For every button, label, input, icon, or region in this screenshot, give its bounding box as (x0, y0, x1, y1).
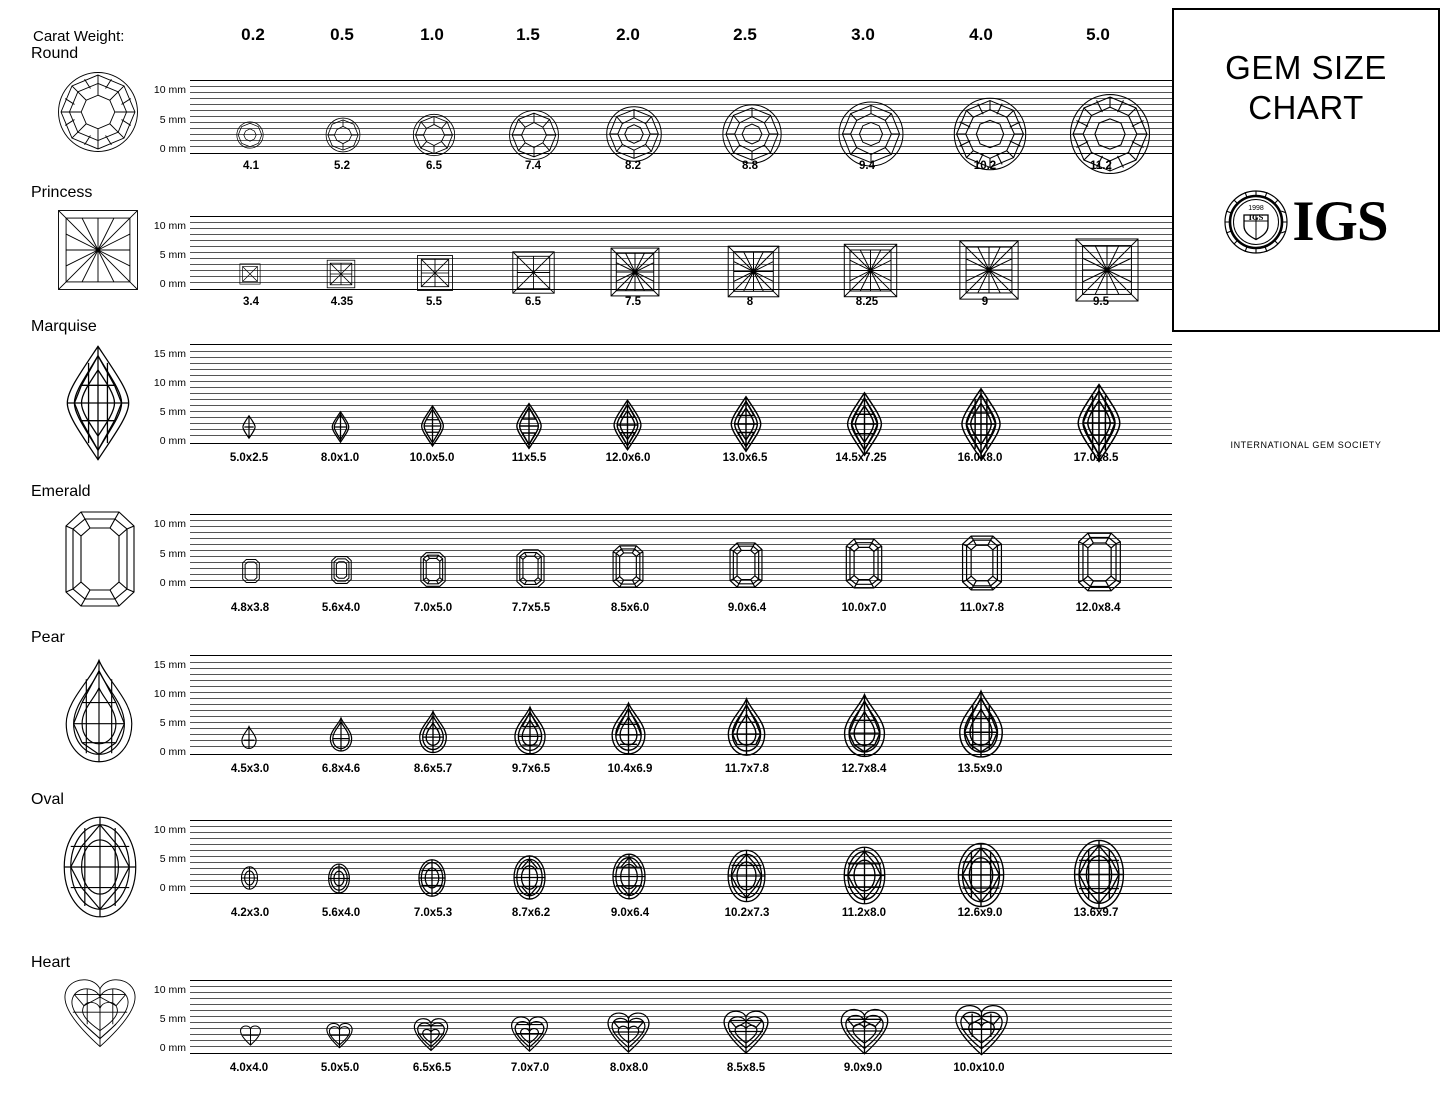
gem-oval-0.5 (328, 863, 350, 894)
dim-round-3: 7.4 (525, 160, 541, 172)
igs-seal-year: 1998 (1248, 205, 1265, 212)
gem-oval-0.2 (241, 866, 258, 890)
tick-marquise-1: 10 mm (153, 377, 186, 389)
shape-label-emerald: Emerald (31, 483, 91, 500)
chart-title-line1: GEM SIZE (1225, 49, 1387, 86)
tick-heart-0: 10 mm (153, 984, 186, 996)
dim-emerald-3: 7.7x5.5 (511, 602, 551, 614)
dim-heart-0: 4.0x4.0 (229, 1062, 269, 1074)
section-heart (0, 952, 1445, 1092)
dim-princess-6: 8.25 (855, 296, 879, 308)
carat-column-2: 1.0 (420, 25, 444, 44)
gem-marquise-0.5 (331, 405, 350, 449)
gem-emerald-3.0 (845, 538, 883, 589)
gem-round-2.0 (605, 105, 663, 163)
tick-emerald-2: 0 mm (159, 577, 186, 589)
dim-marquise-4: 12.0x6.0 (605, 452, 651, 464)
dim-pear-1: 6.8x4.6 (321, 763, 361, 775)
dim-round-8: 11.2 (1090, 160, 1112, 172)
tick-princess-0: 10 mm (153, 220, 186, 232)
section-princess (0, 180, 1445, 310)
tick-round-0: 10 mm (153, 84, 186, 96)
tick-oval-1: 5 mm (159, 853, 186, 865)
gem-round-1.0 (412, 113, 456, 157)
gem-marquise-2.0 (612, 390, 643, 460)
dim-pear-7: 13.5x9.0 (957, 763, 1003, 775)
gem-princess-2.5 (726, 244, 781, 299)
svg-text:IGS: IGS (1249, 212, 1264, 222)
tick-pear-3: 0 mm (159, 746, 186, 758)
gem-pear-1.5 (513, 704, 547, 757)
dim-oval-4: 9.0x6.4 (610, 907, 650, 919)
gem-princess-4.0 (958, 239, 1020, 301)
gem-emerald-5.0 (1077, 532, 1122, 592)
gem-round-3.0 (837, 100, 905, 168)
dim-princess-3: 6.5 (525, 296, 541, 308)
dim-emerald-6: 10.0x7.0 (841, 602, 887, 614)
dim-oval-6: 11.2x8.0 (841, 907, 887, 919)
tick-heart-1: 5 mm (159, 1013, 186, 1025)
dim-princess-5: 8 (746, 296, 754, 308)
tick-round-2: 0 mm (159, 143, 186, 155)
carat-column-4: 2.0 (616, 25, 640, 44)
dim-round-7: 10.2 (973, 160, 997, 172)
dim-oval-1: 5.6x4.0 (321, 907, 361, 919)
section-round (0, 40, 1445, 170)
dim-emerald-1: 5.6x4.0 (321, 602, 361, 614)
dim-round-5: 8.8 (742, 160, 758, 172)
gem-pear-2.5 (726, 695, 767, 759)
carat-column-1: 0.5 (330, 25, 354, 44)
reference-gem-princess (56, 208, 140, 292)
dim-marquise-5: 13.0x6.5 (722, 452, 768, 464)
gem-heart-0.2 (239, 1025, 262, 1046)
tick-heart-2: 0 mm (159, 1042, 186, 1054)
gem-oval-1.0 (418, 859, 446, 897)
dim-princess-7: 9 (981, 296, 989, 308)
tick-oval-0: 10 mm (153, 824, 186, 836)
dim-princess-0: 3.4 (243, 296, 259, 308)
carat-column-3: 1.5 (516, 25, 540, 44)
dim-marquise-3: 11x5.5 (511, 452, 547, 464)
dim-heart-2: 6.5x6.5 (412, 1062, 452, 1074)
gem-emerald-1.5 (516, 549, 545, 588)
gem-emerald-2.5 (729, 542, 763, 588)
gem-princess-3.0 (842, 242, 899, 299)
reference-gem-round (56, 70, 140, 154)
section-emerald (0, 478, 1445, 618)
dim-round-1: 5.2 (334, 160, 350, 172)
tick-pear-0: 15 mm (153, 659, 186, 671)
dim-princess-4: 7.5 (625, 296, 641, 308)
gem-oval-4.0 (957, 842, 1005, 908)
gem-marquise-1.0 (420, 397, 445, 455)
dim-emerald-0: 4.8x3.8 (230, 602, 270, 614)
dim-princess-2: 5.5 (426, 296, 442, 308)
reference-gem-marquise (62, 344, 134, 462)
dim-oval-0: 4.2x3.0 (230, 907, 270, 919)
gem-emerald-4.0 (961, 535, 1003, 591)
dim-princess-1: 4.35 (330, 296, 354, 308)
shape-label-marquise: Marquise (31, 318, 97, 335)
gem-princess-2.0 (609, 246, 661, 298)
gem-heart-2.5 (721, 1009, 771, 1055)
gem-princess-0.2 (239, 263, 261, 285)
tick-round-1: 5 mm (159, 114, 186, 126)
gem-heart-3.0 (838, 1007, 891, 1056)
tick-pear-2: 5 mm (159, 717, 186, 729)
reference-gem-pear (62, 655, 136, 767)
dim-emerald-5: 9.0x6.4 (727, 602, 767, 614)
dim-heart-7: 10.0x10.0 (953, 1062, 1005, 1074)
dim-heart-3: 7.0x7.0 (510, 1062, 550, 1074)
tick-marquise-2: 5 mm (159, 406, 186, 418)
chart-title-line2: CHART (1248, 89, 1364, 127)
tick-oval-2: 0 mm (159, 882, 186, 894)
dim-pear-2: 8.6x5.7 (413, 763, 453, 775)
dim-heart-5: 8.5x8.5 (726, 1062, 766, 1074)
tick-emerald-1: 5 mm (159, 548, 186, 560)
gem-round-0.2 (236, 121, 264, 149)
dim-pear-4: 10.4x6.9 (607, 763, 653, 775)
gem-oval-2.5 (727, 849, 766, 903)
dim-heart-1: 5.0x5.0 (320, 1062, 360, 1074)
reference-gem-heart (60, 976, 140, 1050)
igs-subtitle: INTERNATIONAL GEM SOCIETY (1230, 440, 1382, 450)
dim-heart-6: 9.0x9.0 (843, 1062, 883, 1074)
dim-emerald-8: 12.0x8.4 (1075, 602, 1121, 614)
shape-label-princess: Princess (31, 184, 93, 201)
gem-princess-0.5 (326, 259, 356, 289)
dim-princess-8: 9.5 (1093, 296, 1109, 308)
gem-princess-5.0 (1074, 237, 1140, 303)
gem-oval-2.0 (612, 853, 646, 900)
dim-pear-3: 9.7x6.5 (511, 763, 551, 775)
gem-pear-2.0 (610, 700, 647, 757)
gem-pear-1.0 (418, 709, 448, 755)
tick-pear-1: 10 mm (153, 688, 186, 700)
dim-marquise-8: 17.0x8.5 (1073, 452, 1119, 464)
dim-emerald-7: 11.0x7.8 (959, 602, 1005, 614)
dim-oval-7: 12.6x9.0 (957, 907, 1003, 919)
tick-marquise-3: 0 mm (159, 435, 186, 447)
dim-oval-3: 8.7x6.2 (511, 907, 551, 919)
gem-oval-5.0 (1073, 839, 1125, 910)
reference-gem-oval (62, 815, 138, 919)
tick-princess-2: 0 mm (159, 278, 186, 290)
gem-emerald-2.0 (612, 545, 644, 588)
dim-marquise-1: 8.0x1.0 (320, 452, 360, 464)
section-marquise (0, 312, 1445, 472)
gem-marquise-2.5 (729, 386, 763, 462)
dim-pear-6: 12.7x8.4 (841, 763, 887, 775)
reference-gem-emerald (64, 510, 136, 608)
gem-oval-3.0 (843, 846, 886, 905)
carat-column-8: 5.0 (1086, 25, 1110, 44)
gem-heart-2.0 (605, 1011, 652, 1054)
dim-round-4: 8.2 (625, 160, 641, 172)
igs-wordmark: IGS (1292, 190, 1388, 253)
gem-pear-0.5 (329, 716, 353, 753)
gem-round-1.5 (508, 109, 560, 161)
dim-oval-8: 13.6x9.7 (1073, 907, 1119, 919)
shape-label-round: Round (31, 45, 79, 62)
gem-pear-3.0 (842, 691, 887, 760)
carat-column-7: 4.0 (969, 25, 993, 44)
dim-marquise-2: 10.0x5.0 (409, 452, 455, 464)
shape-label-pear: Pear (31, 629, 65, 646)
gem-pear-0.2 (241, 725, 257, 750)
dim-round-6: 9.4 (859, 160, 875, 172)
carat-column-0: 0.2 (241, 25, 265, 44)
dim-marquise-7: 16.0x8.0 (957, 452, 1003, 464)
gem-marquise-0.2 (242, 412, 256, 442)
carat-weight-label: Carat Weight: (33, 28, 125, 45)
gem-round-2.5 (721, 103, 783, 165)
gem-marquise-1.5 (515, 394, 543, 458)
dim-heart-4: 8.0x8.0 (609, 1062, 649, 1074)
gem-princess-1.0 (416, 254, 454, 292)
gem-heart-4.0 (952, 1003, 1011, 1057)
dim-oval-5: 10.2x7.3 (724, 907, 770, 919)
gem-heart-1.5 (509, 1015, 550, 1053)
shape-label-oval: Oval (31, 791, 64, 808)
gem-emerald-1.0 (420, 552, 446, 587)
shape-label-heart: Heart (31, 954, 71, 971)
gem-round-0.5 (325, 117, 361, 153)
gem-emerald-0.5 (331, 556, 352, 584)
tick-marquise-0: 15 mm (153, 348, 186, 360)
dim-round-0: 4.1 (243, 160, 259, 172)
gem-oval-1.5 (513, 855, 546, 900)
dim-pear-0: 4.5x3.0 (230, 763, 270, 775)
dim-marquise-6: 14.5x7.25 (835, 452, 887, 464)
tick-emerald-0: 10 mm (153, 518, 186, 530)
dim-oval-2: 7.0x5.3 (413, 907, 453, 919)
gem-pear-4.0 (957, 687, 1005, 761)
dim-round-2: 6.5 (426, 160, 442, 172)
section-oval (0, 788, 1445, 928)
gem-princess-1.5 (511, 250, 556, 295)
carat-column-5: 2.5 (733, 25, 757, 44)
gem-heart-1.0 (412, 1017, 450, 1052)
dim-pear-5: 11.7x7.8 (724, 763, 770, 775)
gem-heart-0.5 (325, 1022, 354, 1049)
tick-princess-1: 5 mm (159, 249, 186, 261)
carat-column-6: 3.0 (851, 25, 875, 44)
gem-emerald-0.2 (242, 559, 260, 583)
dim-emerald-4: 8.5x6.0 (610, 602, 650, 614)
section-pear (0, 625, 1445, 785)
dim-marquise-0: 5.0x2.5 (229, 452, 269, 464)
dim-emerald-2: 7.0x5.0 (413, 602, 453, 614)
